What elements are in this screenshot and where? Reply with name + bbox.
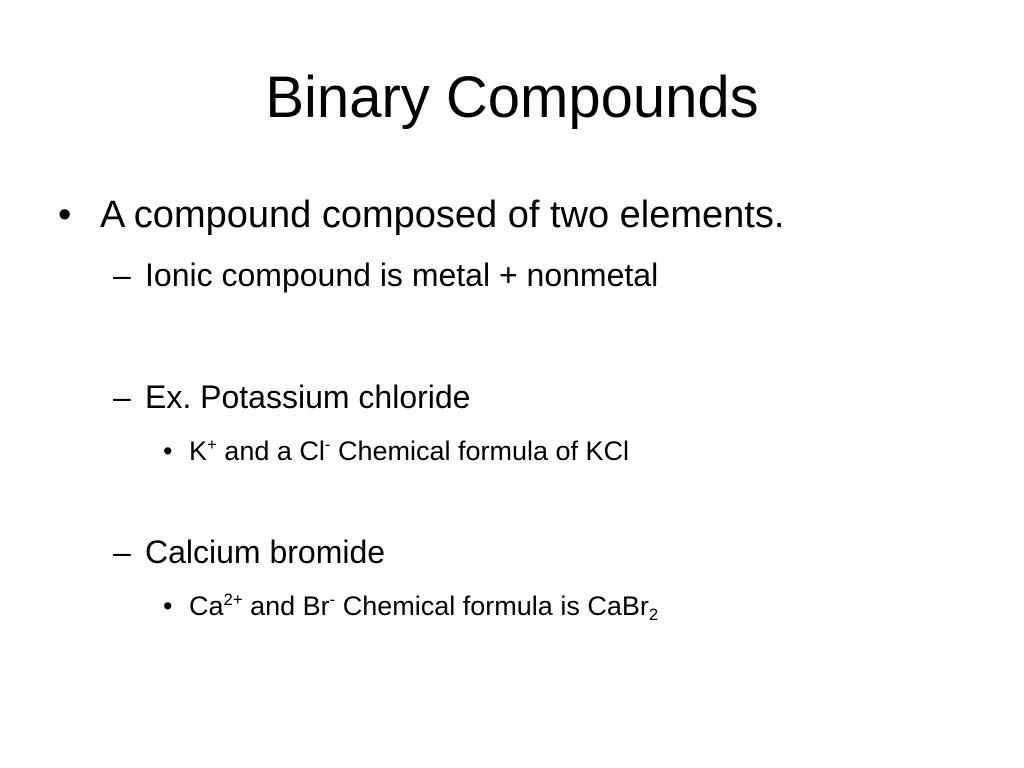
sub-bullet-ionic bbox=[113, 256, 658, 294]
sub-bullet-potassium-chloride bbox=[113, 378, 470, 416]
formula-subscript: 2 bbox=[648, 605, 659, 625]
charge-chloride: - bbox=[324, 434, 331, 454]
bullet-definition bbox=[58, 193, 784, 237]
charge-calcium: 2+ bbox=[223, 589, 243, 609]
formula-text: Chemical formula of KCl bbox=[330, 436, 630, 466]
ion-potassium: K bbox=[189, 436, 208, 466]
sub-bullet-text: Calcium bromide bbox=[145, 534, 386, 570]
ion-calcium: Ca bbox=[189, 591, 224, 621]
ion-bromide: and Br bbox=[242, 591, 330, 621]
ion-chloride: and a Cl bbox=[216, 436, 325, 466]
bullet-marker: • bbox=[58, 194, 72, 236]
bullet-text: A compound composed of two elements. bbox=[100, 194, 785, 236]
bullet-marker: • bbox=[163, 436, 173, 466]
dash-marker: – bbox=[113, 379, 131, 415]
sub-bullet-text: Ionic compound is metal + nonmetal bbox=[145, 257, 659, 293]
dash-marker: – bbox=[113, 534, 131, 570]
charge-potassium: + bbox=[207, 434, 217, 454]
dash-marker: – bbox=[113, 257, 131, 293]
bullet-marker: • bbox=[163, 591, 173, 621]
detail-kcl bbox=[163, 435, 629, 467]
formula-text: Chemical formula is CaBr bbox=[335, 591, 649, 621]
charge-bromide: - bbox=[329, 589, 336, 609]
sub-bullet-text: Ex. Potassium chloride bbox=[145, 379, 471, 415]
slide-title: Binary Compounds bbox=[265, 65, 759, 130]
sub-bullet-calcium-bromide bbox=[113, 533, 385, 571]
detail-cabr2 bbox=[163, 589, 659, 625]
